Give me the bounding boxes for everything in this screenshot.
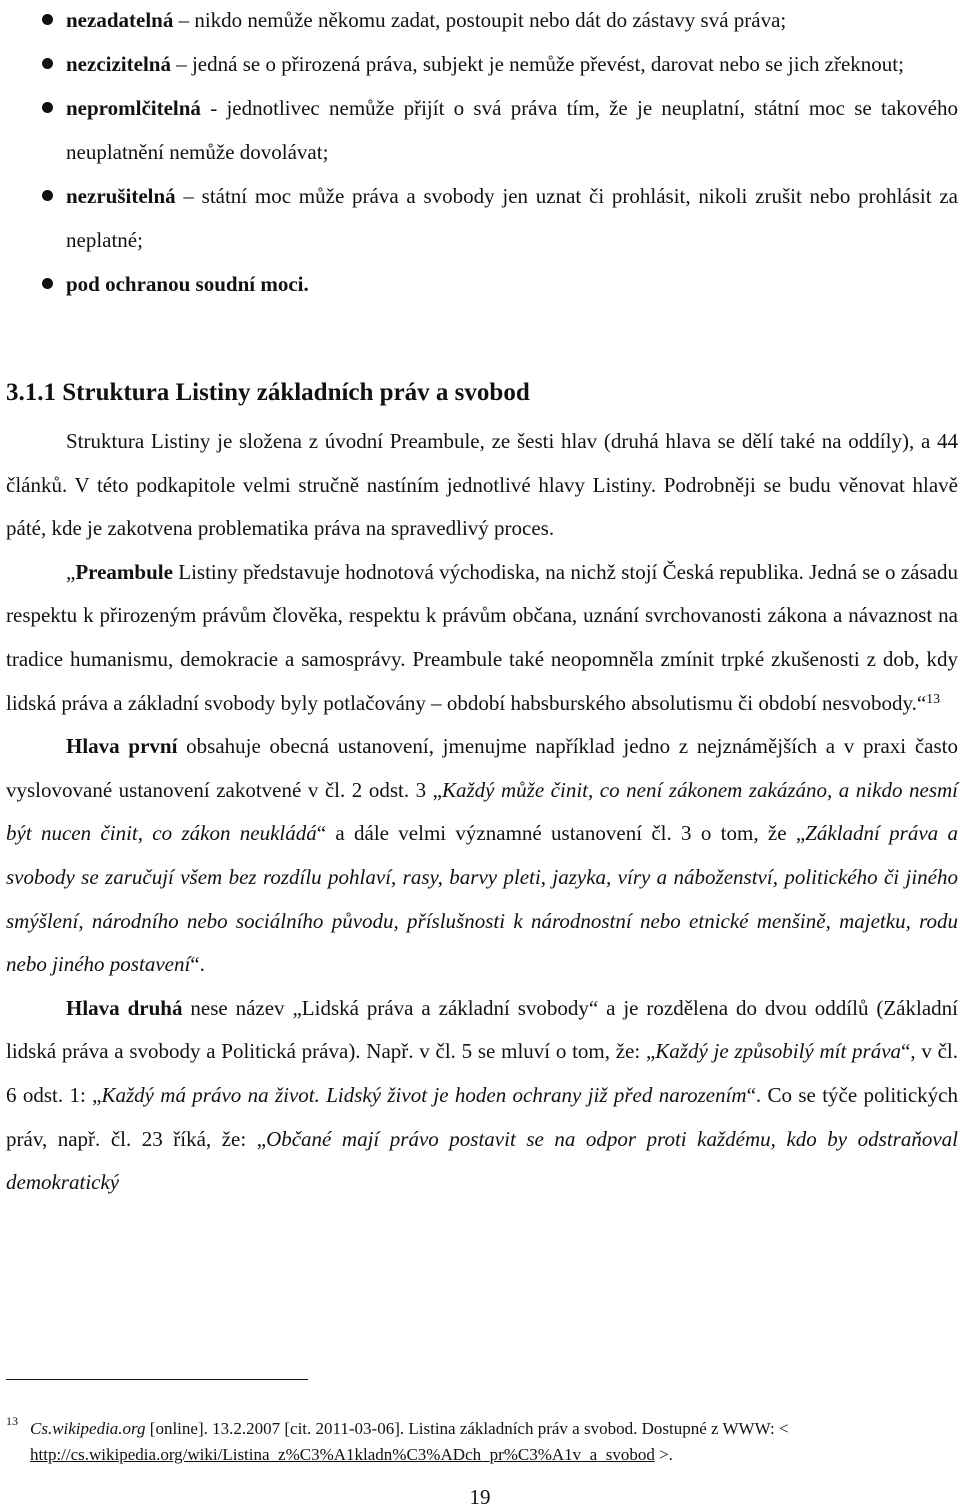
rights-bullet-list [6,0,958,306]
bullet-item [6,42,958,86]
open-quote: „ [66,559,76,584]
bullet-term: nezrušitelná [66,184,176,208]
chapter-one-text: “. [190,952,205,977]
footnote-link[interactable]: http://cs.wikipedia.org/wiki/Listina_z%C3%A1kladn%C3%ADch_pr%C3%A1v_a_svobod [30,1445,655,1464]
footnote-divider [6,1379,308,1380]
section-heading: 3.1.1 Struktura Listiny základních práv a svobod [6,379,530,406]
bullet-text: – nikdo nemůže někomu zadat, postoupit nebo dát do zástavy svá práva; [173,8,787,32]
bullet-term: nezcizitelná [66,52,171,76]
chapter-two-text: “, v čl. 6 odst. 1: „ [6,1039,958,1107]
chapter-two-text: “. Co se týče politických práv, např. čl. 23 říká, že: „ [6,1082,958,1151]
chapter-one-term: Hlava první [66,734,178,759]
chapter-one-text: “ a dále velmi významné ustanovení čl. 3 o tom, že „ [316,821,806,846]
quote-italic: Každý je způsobilý mít práva [655,1039,902,1064]
bullet-text: - jednotlivec nemůže přijít o svá práva tím, že je neuplatní, státní moc se takového neuplatnění nemůže dovolávat; [66,96,958,164]
bullet-text: – jedná se o přirozená práva, subjekt je nemůže převést, darovat nebo se jich zřeknout; [170,52,904,76]
paragraph-preamble [6,551,958,725]
footnote-text [6,1416,958,1468]
page-number: 19 [469,1485,491,1509]
bullet-item [6,0,958,42]
paragraph-structure: Struktura Listiny je složena z úvodní Preambule, ze šesti hlav (druhá hlava se dělí také na oddíly), a 44 článků. V této podkapitole velmi stručně nastíním jednotlivé hlavy Listiny. Podrobněji se budu věnovat hlavě páté, kde je zakotvena problematika práva na spravedlivý proces. [6,429,958,541]
bullet-dot-icon [42,190,53,201]
quote-italic: Základní práva a svobody se zaručují všem bez rozdílu pohlaví, rasy, barvy pleti, jazyka, víry a náboženství, politického či jiného smýšlení, národního nebo sociálního původu, příslušnosti k národnostní nebo etnické menšině, majetku, rodu nebo jiného postavení [6,821,958,977]
paragraph-chapter-two [6,987,958,1205]
bullet-term: nezadatelná [66,8,174,32]
chapter-two-text: nese název „Lidská práva a základní svobody“ a je rozdělena do dvou oddílů (Základní lidská práva a svobody a Politická práva). Např. v čl. 5 se mluví o tom, že: „ [6,995,958,1064]
bullet-dot-icon [42,58,53,69]
paragraph-chapter-one [6,725,958,987]
quote-italic: Každý může činit, co není zákonem zakázáno, a nikdo nesmí být nucen činit, co zákon neukládá [6,777,958,846]
quote-italic: Každý má právo na život. Lidský život je hoden ochrany již před narozením [101,1082,747,1107]
footnote-number: 13 [6,1414,18,1428]
bullet-item [6,174,958,262]
preamble-text: Listiny představuje hodnotová východiska, na nichž stojí Česká republika. Jedná se o zásadu respektu k přirozeným právům člověka, respektu k právům občana, uznání svrchovanosti zákona a návaznost na tradice humanismu, demokracie a samosprávy. Preambule také neopomněla zmínit trpké zkušenosti z dob, kdy lidská práva a základní svobody byly potlačovány – období habsburského absolutismu či období nesvobody.“ [6,559,958,715]
footnote-citation: [online]. 13.2.2007 [cit. 2011-03-06]. Listina základních práv a svobod. Dostupné z WWW: < [145,1419,789,1438]
bullet-text: – státní moc může práva a svobody jen uznat či prohlásit, nikoli zrušit nebo prohlásit za neplatné; [66,184,958,252]
bullet-dot-icon [42,278,53,289]
preamble-term: Preambule [75,559,173,584]
footnote [6,1416,958,1468]
chapter-two-term: Hlava druhá [66,995,183,1020]
footnote-end: >. [654,1445,673,1464]
bullet-dot-icon [42,102,53,113]
bullet-term: pod ochranou soudní moci. [66,272,309,296]
body-text [6,420,958,1205]
chapter-one-text: obsahuje obecná ustanovení, jmenujme například jedno z nejznámějších a v praxi často vyslovované ustanovení zakotvené v čl. 2 odst. 3 „ [6,734,958,802]
bullet-item [6,86,958,174]
footnote-source: Cs.wikipedia.org [30,1419,146,1438]
bullet-dot-icon [42,14,53,25]
bullet-item [6,262,958,306]
footnote-reference[interactable]: 13 [926,691,941,707]
quote-italic: Občané mají právo postavit se na odpor proti každému, kdo by odstraňoval demokratický [6,1126,958,1195]
bullet-term: nepromlčitelná [66,96,201,120]
